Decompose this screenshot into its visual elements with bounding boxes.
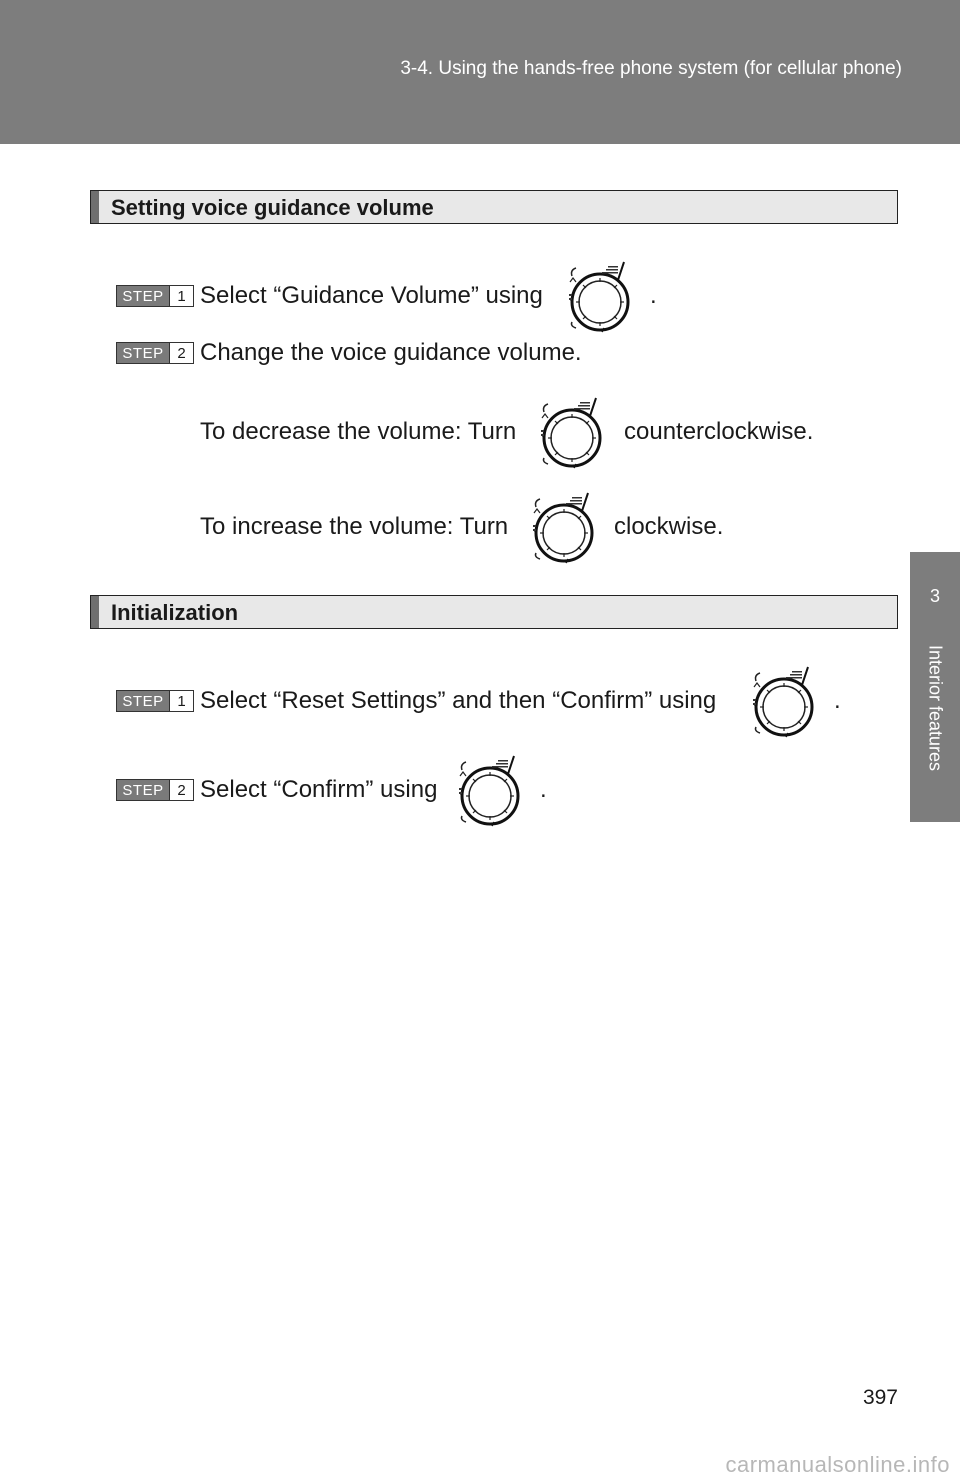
- step-text: Select “Guidance Volume” using: [200, 282, 543, 309]
- chapter-number: 3: [929, 586, 940, 606]
- step-badge-number: 2: [169, 780, 193, 800]
- step-badge: [116, 690, 194, 712]
- step-text: Select “Reset Settings” and then “Confirm” using: [200, 687, 717, 714]
- section-title-bar: [90, 595, 898, 629]
- step-suffix: .: [834, 687, 841, 714]
- step-text: Change the voice guidance volume.: [200, 339, 582, 366]
- chapter-title: 3-4. Using the hands-free phone system (for cellular phone): [400, 58, 902, 79]
- step-suffix: .: [540, 776, 547, 803]
- chapter-side-label: [910, 645, 960, 835]
- section-title: Initialization: [111, 600, 239, 625]
- section-accent: [91, 596, 99, 628]
- step-badge-word: STEP: [117, 780, 169, 800]
- step-badge-word: STEP: [117, 343, 169, 363]
- sub-instruction-text: To increase the volume: Turn: [200, 513, 509, 540]
- watermark: carmanualsonline.info: [725, 1452, 950, 1477]
- chapter-side-label-text: Interior features: [925, 645, 946, 772]
- step-badge: [116, 342, 194, 364]
- tune-scroll-knob-icon: [566, 256, 636, 334]
- section-title-bar: [90, 190, 898, 224]
- section-accent: [91, 191, 99, 223]
- step-badge: [116, 285, 194, 307]
- step-badge-word: STEP: [117, 691, 169, 711]
- step-badge: [116, 779, 194, 801]
- section-title: Setting voice guidance volume: [111, 195, 434, 220]
- sub-instruction-text: To decrease the volume: Turn: [200, 418, 517, 445]
- tune-scroll-knob-icon: [750, 661, 820, 739]
- header-band: [0, 0, 960, 144]
- page-number: 397: [862, 1386, 898, 1409]
- tune-scroll-knob-icon: [456, 750, 526, 828]
- step-suffix: .: [650, 282, 657, 309]
- sub-instruction-suffix: clockwise.: [614, 513, 724, 540]
- tune-scroll-knob-icon: [538, 392, 608, 470]
- step-badge-word: STEP: [117, 286, 169, 306]
- step-badge-number: 1: [169, 691, 193, 711]
- step-text: Select “Confirm” using: [200, 776, 438, 803]
- tune-scroll-knob-icon: [530, 487, 600, 565]
- step-badge-number: 1: [169, 286, 193, 306]
- step-badge-number: 2: [169, 343, 193, 363]
- sub-instruction-suffix: counterclockwise.: [624, 418, 814, 445]
